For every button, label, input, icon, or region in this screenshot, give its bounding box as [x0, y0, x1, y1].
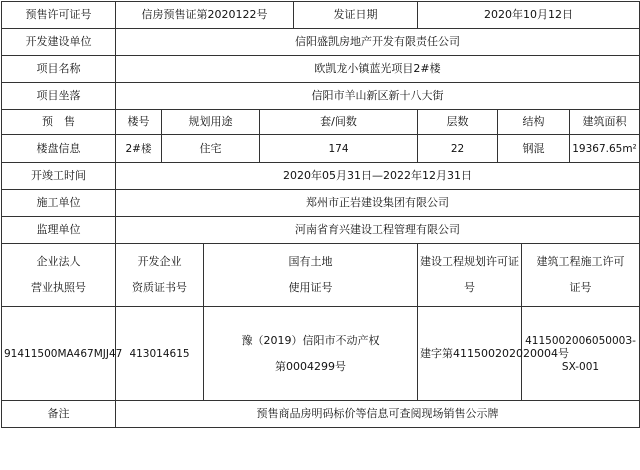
sale-value-units: 174: [260, 135, 418, 163]
row-license-headers: [2, 244, 640, 307]
row-construction-period: [2, 163, 640, 190]
license-value-construction-line1: 411500200605000З-: [525, 334, 636, 347]
presale-permit-number: 信房预售证第2020122号: [116, 2, 294, 29]
developer-value: 信阳盛凯房地产开发有限责任公司: [116, 29, 640, 56]
sale-value-usage: 住宅: [162, 135, 260, 163]
license-value-construction-line2: SX-001: [561, 360, 600, 373]
license-value-business: [2, 307, 123, 401]
license-header-qualification-line2: 资质证书号: [132, 281, 187, 294]
row-builder: [2, 190, 640, 217]
sale-header-area: 建筑面积: [570, 110, 640, 135]
license-header-planning-line1: 建设工程规划许可证号: [420, 255, 519, 294]
sale-header-building: 楼号: [116, 110, 162, 135]
license-value-land-line2: 第0004299号: [275, 359, 346, 373]
license-header-business-line2: 营业执照号: [31, 281, 86, 294]
sale-header-units: 套/间数: [260, 110, 418, 135]
sale-value-structure: 钢混: [498, 135, 570, 163]
license-header-planning: [418, 244, 522, 307]
presale-permit-table: [1, 1, 639, 468]
construction-period-label: 开竣工时间: [2, 163, 116, 190]
project-name-value: 欧凯龙小镇蓝光项目2#楼: [116, 56, 640, 83]
license-value-planning: [418, 307, 569, 401]
row-project-name: [2, 56, 640, 83]
sale-label-line1: 预 售: [2, 110, 116, 135]
row-presale-permit: [2, 2, 640, 29]
sale-value-floors: 22: [418, 135, 498, 163]
sale-value-area: 19367.65m²: [570, 135, 640, 163]
project-location-label: 项目坐落: [2, 83, 116, 110]
builder-label: 施工单位: [2, 190, 116, 217]
remarks-label: 备注: [2, 401, 116, 428]
construction-period-value: 2020年05月31日—2022年12月31日: [116, 163, 640, 190]
license-value-business-line1: 91411500MA467MJJ47: [4, 347, 123, 360]
issue-date-label: 发证日期: [294, 2, 418, 29]
remarks-value: 预售商品房明码标价等信息可查阅现场销售公示牌: [116, 401, 640, 428]
sale-header-floors: 层数: [418, 110, 498, 135]
license-value-qualification: [116, 307, 204, 401]
license-header-qualification: [116, 244, 204, 307]
license-header-business: [2, 244, 116, 307]
sale-header-structure: 结构: [498, 110, 570, 135]
developer-label: 开发建设单位: [2, 29, 116, 56]
builder-value: 郑州市正岩建设集团有限公司: [116, 190, 640, 217]
issue-date-value: 2020年10月12日: [418, 2, 640, 29]
supervisor-label: 监理单位: [2, 217, 116, 244]
row-sale-headers: [2, 110, 640, 135]
license-header-business-line1: 企业法人: [36, 255, 81, 268]
license-header-construction-line1: 建筑工程施工许可: [536, 255, 625, 268]
supervisor-value: 河南省育兴建设工程管理有限公司: [116, 217, 640, 244]
sale-header-usage: 规划用途: [162, 110, 260, 135]
license-value-land: [204, 307, 418, 401]
row-supervisor: [2, 217, 640, 244]
license-value-qualification-line1: 413014615: [129, 347, 190, 360]
license-header-qualification-line1: 开发企业: [137, 255, 182, 268]
permit-info-table: [1, 1, 640, 428]
row-license-values: [2, 307, 640, 401]
license-header-land-line2: 使用证号: [288, 281, 333, 294]
license-value-planning-line1: 建字第411500202020004号: [420, 346, 569, 360]
license-header-construction-line2: 证号: [569, 281, 592, 294]
license-value-land-line1: 豫（2019）信阳市不动产权: [241, 333, 380, 347]
license-header-land-line1: 国有土地: [288, 255, 333, 268]
sale-value-building: 2#楼: [116, 135, 162, 163]
row-remarks: [2, 401, 640, 428]
row-project-location: [2, 83, 640, 110]
row-sale-values: [2, 135, 640, 163]
row-developer: [2, 29, 640, 56]
license-header-land: [204, 244, 418, 307]
project-location-value: 信阳市羊山新区新十八大街: [116, 83, 640, 110]
sale-label-line2: 楼盘信息: [2, 135, 116, 163]
license-header-construction: [522, 244, 640, 307]
presale-permit-label: 预售许可证号: [2, 2, 116, 29]
project-name-label: 项目名称: [2, 56, 116, 83]
